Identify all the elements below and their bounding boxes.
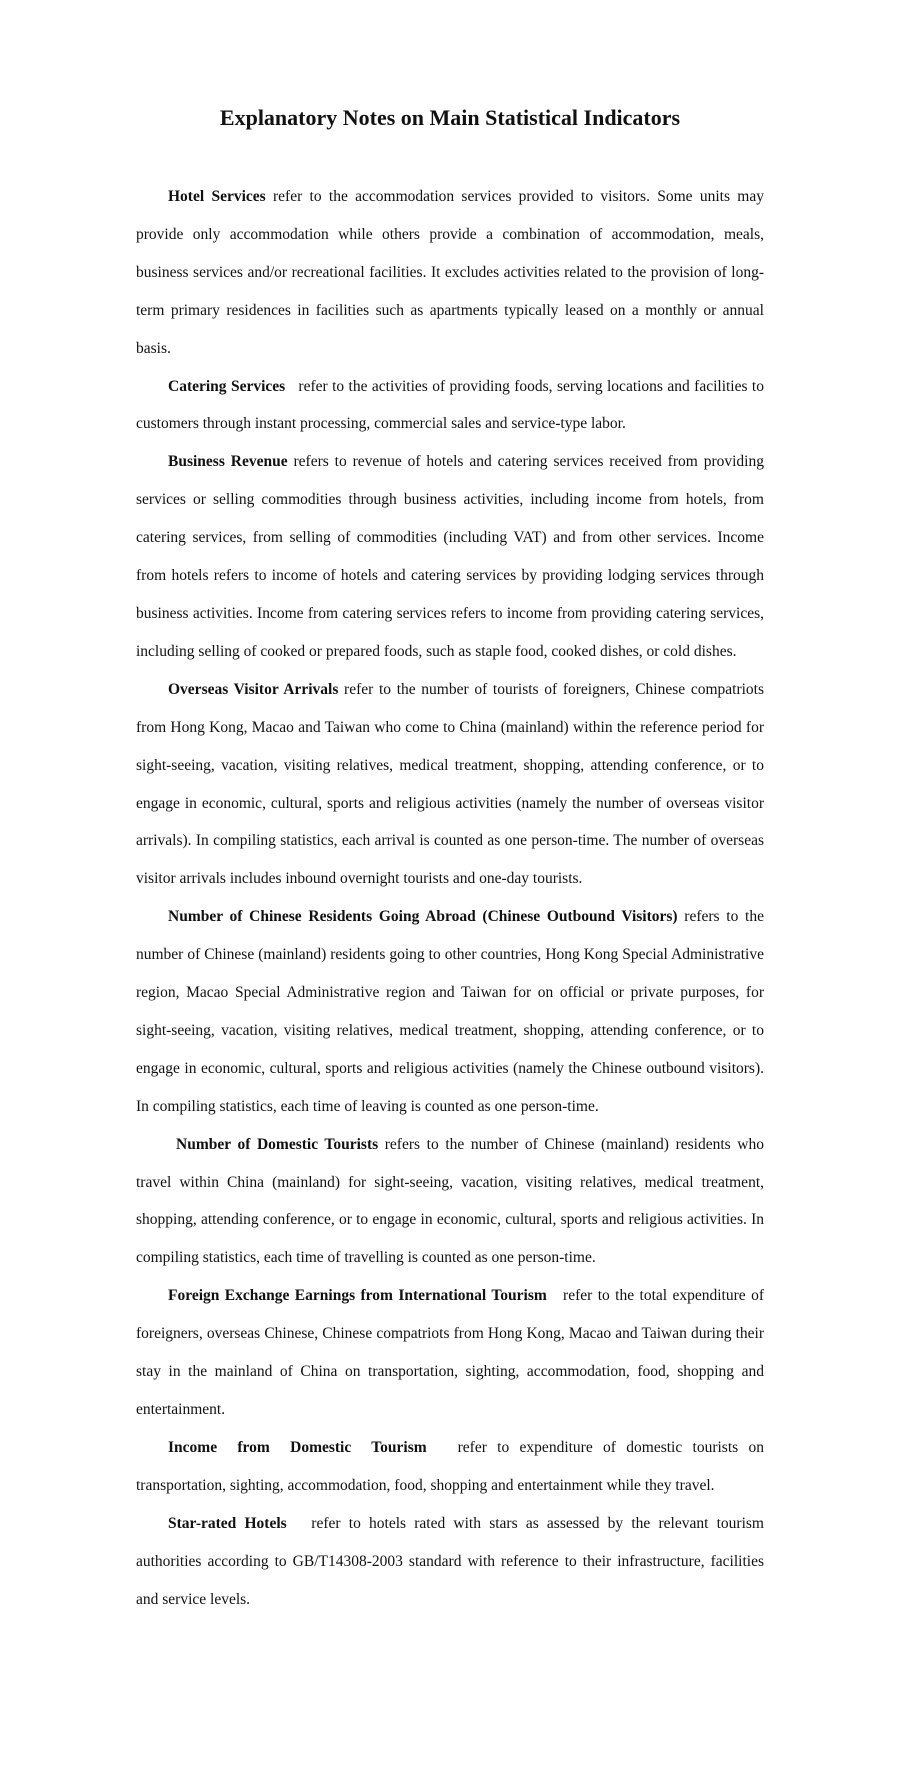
term-star-rated-hotels: Star-rated Hotels bbox=[168, 1514, 287, 1532]
term-foreign-exchange-earnings: Foreign Exchange Earnings from International Tourism bbox=[168, 1287, 547, 1305]
paragraph-catering-services bbox=[136, 368, 768, 444]
definition-income-domestic-tourism: refer to expenditure of domestic tourists on transportation, sighting, accommodation, food, shopping and entertainment while they travel. bbox=[136, 1438, 768, 1494]
paragraph-income-domestic-tourism bbox=[136, 1429, 768, 1505]
term-chinese-outbound-visitors: Number of Chinese Residents Going Abroad (Chinese Outbound Visitors) bbox=[168, 908, 678, 926]
definition-chinese-outbound-visitors: refers to the number of Chinese (mainland) residents going to other countries, Hong Kong Special Administrative region, Macao Special Administrative region and Taiwan for on official or private purposes, for sight-seeing, vacation, visiting relatives, medical treatment, shopping, attending conference, or to engage in economic, cultural, sports and religious activities (namely the Chinese outbound visitors). In compiling statistics, each time of leaving is counted as one person-time. bbox=[136, 908, 764, 1115]
definition-overseas-visitor-arrivals: refer to the number of tourists of foreigners, Chinese compatriots from Hong Kong, Macao and Taiwan who come to China (mainland) within the reference period for sight-seeing, vacation, visiting relatives, medical treatment, shopping, attending conference, or to engage in economic, cultural, sports and religious activities (namely the number of overseas visitor arrivals). In compiling statistics, each arrival is counted as one person-time. The number of overseas visitor arrivals includes inbound overnight tourists and one-day tourists. bbox=[136, 680, 765, 888]
paragraph-chinese-outbound-visitors bbox=[136, 898, 764, 1125]
definition-foreign-exchange-earnings: refer to the total expenditure of foreigners, overseas Chinese, Chinese compatriots from Hong Kong, Macao and Taiwan during their stay in the mainland of China on transportation, sighting, accommodation, food, shopping and entertainment. bbox=[136, 1287, 768, 1418]
definition-domestic-tourists: refers to the number of Chinese (mainland) residents who travel within China (mainland) for sight-seeing, vacation, visiting relatives, medical treatment, shopping, attending conference, or to engage in economic, cultural, sports and religious activities. In compiling statistics, each time of travelling is counted as one person-time. bbox=[136, 1135, 764, 1267]
definition-hotel-services: refer to the accommodation services provided to visitors. Some units may provide only accommodation while others provide a combination of accommodation, meals, business services and/or recreational facilities. It excludes activities related to the provision of long-term primary residences in facilities such as apartments typically leased on a monthly or annual basis. bbox=[136, 188, 764, 357]
paragraph-star-rated-hotels bbox=[136, 1505, 768, 1619]
paragraph-overseas-visitor-arrivals bbox=[136, 671, 764, 898]
definition-business-revenue: refers to revenue of hotels and catering services received from providing services or selling commodities through business activities, including income from hotels, from catering services, from selling of commodities (including VAT) and from other services. Income from hotels refers to income of hotels and catering services by providing lodging services through business activities. Income from catering services refers to income from providing catering services, including selling of cooked or prepared foods, such as staple food, cooked dishes, or cold dishes. bbox=[136, 453, 764, 660]
term-catering-services: Catering Services bbox=[168, 377, 286, 395]
paragraph-business-revenue bbox=[136, 443, 764, 670]
term-hotel-services: Hotel Services bbox=[168, 188, 266, 205]
definition-star-rated-hotels: refer to hotels rated with stars as assessed by the relevant tourism authorities according to GB/T14308-2003 standard with reference to their infrastructure, facilities and service levels. bbox=[136, 1514, 768, 1608]
paragraph-foreign-exchange-earnings bbox=[136, 1277, 768, 1429]
page-title: Explanatory Notes on Main Statistical Indicators bbox=[219, 105, 681, 130]
term-domestic-tourists: Number of Domestic Tourists bbox=[176, 1135, 379, 1153]
term-business-revenue: Business Revenue bbox=[168, 453, 288, 471]
paragraph-hotel-services bbox=[136, 178, 764, 368]
term-income-domestic-tourism: Income from Domestic Tourism bbox=[168, 1438, 427, 1456]
document-body bbox=[136, 178, 768, 1618]
definition-catering-services: refer to the activities of providing foods, serving locations and facilities to customers through instant processing, commercial sales and service-type labor. bbox=[136, 377, 768, 433]
paragraph-domestic-tourists bbox=[136, 1126, 764, 1278]
term-overseas-visitor-arrivals: Overseas Visitor Arrivals bbox=[168, 680, 339, 698]
